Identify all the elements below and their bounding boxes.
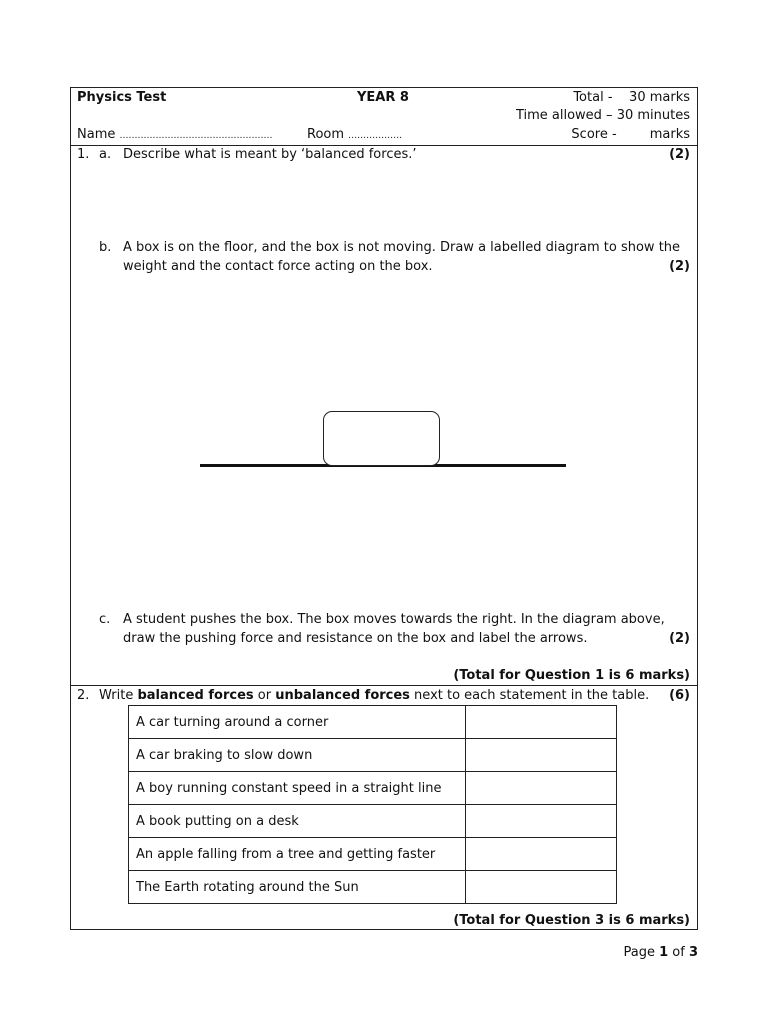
q1-number: 1. (77, 147, 90, 162)
question-divider (70, 685, 698, 686)
q1a-marks: (2) (669, 147, 690, 162)
score-field: Score - marks (571, 127, 690, 142)
page-current: 1 (659, 945, 669, 960)
q1c-marks: (2) (669, 631, 690, 646)
statement-cell: A car braking to slow down (129, 739, 466, 772)
table-row (129, 772, 617, 805)
table-row (129, 805, 617, 838)
q1a-text: Describe what is meant by ‘balanced forces.’ (123, 147, 417, 162)
page-of: of (668, 945, 689, 960)
answer-cell[interactable] (466, 772, 617, 805)
answer-cell[interactable] (466, 706, 617, 739)
q1c-text-line2: draw the pushing force and resistance on the box and label the arrows. (123, 631, 588, 646)
year-label: YEAR 8 (357, 90, 409, 105)
answer-cell[interactable] (466, 805, 617, 838)
q1b-marks: (2) (669, 259, 690, 274)
q2-intro-post: next to each statement in the table. (409, 688, 650, 703)
room-field[interactable] (307, 126, 402, 145)
statements-table (128, 705, 617, 904)
answer-cell[interactable] (466, 739, 617, 772)
q1b-text-line2: weight and the contact force acting on the box. (123, 259, 433, 274)
page-total: 3 (688, 945, 698, 960)
q2-marks: (6) (669, 688, 690, 703)
statement-cell: An apple falling from a tree and getting faster (129, 838, 466, 871)
statement-cell: A boy running constant speed in a straight line (129, 772, 466, 805)
statement-cell: A book putting on a desk (129, 805, 466, 838)
box-diagram (323, 411, 440, 466)
q2-total: (Total for Question 3 is 6 marks) (453, 913, 690, 928)
answer-cell[interactable] (466, 838, 617, 871)
q2-instruction (99, 687, 649, 705)
name-label: Name (77, 127, 116, 142)
statement-cell: The Earth rotating around the Sun (129, 871, 466, 904)
q2-intro-pre: Write (99, 688, 138, 703)
table-row (129, 871, 617, 904)
test-title: Physics Test (77, 90, 167, 105)
q2-number: 2. (77, 688, 90, 703)
q1b-label: b. (99, 240, 112, 255)
room-dots: ……………… (348, 131, 403, 141)
q1b-text-line1: A box is on the floor, and the box is not moving. Draw a labelled diagram to show the (123, 240, 681, 255)
answer-cell[interactable] (466, 871, 617, 904)
total-marks: Total - 30 marks (573, 90, 690, 105)
time-allowed: Time allowed – 30 minutes (515, 108, 690, 123)
table-row (129, 838, 617, 871)
q1a-label: a. (99, 147, 112, 162)
q2-intro-unbalanced: unbalanced forces (275, 688, 410, 703)
table-row (129, 706, 617, 739)
statement-cell: A car turning around a corner (129, 706, 466, 739)
q1c-label: c. (99, 612, 111, 627)
room-label: Room (307, 127, 345, 142)
table-row (129, 739, 617, 772)
q1-total: (Total for Question 1 is 6 marks) (453, 668, 690, 683)
page-number (560, 944, 698, 962)
name-field[interactable] (77, 126, 273, 145)
q2-intro-balanced: balanced forces (137, 688, 254, 703)
page-word: Page (623, 945, 660, 960)
q1c-text-line1: A student pushes the box. The box moves towards the right. In the diagram above, (123, 612, 665, 627)
name-dots: …………………………………………… (119, 131, 273, 141)
q2-intro-or: or (253, 688, 276, 703)
